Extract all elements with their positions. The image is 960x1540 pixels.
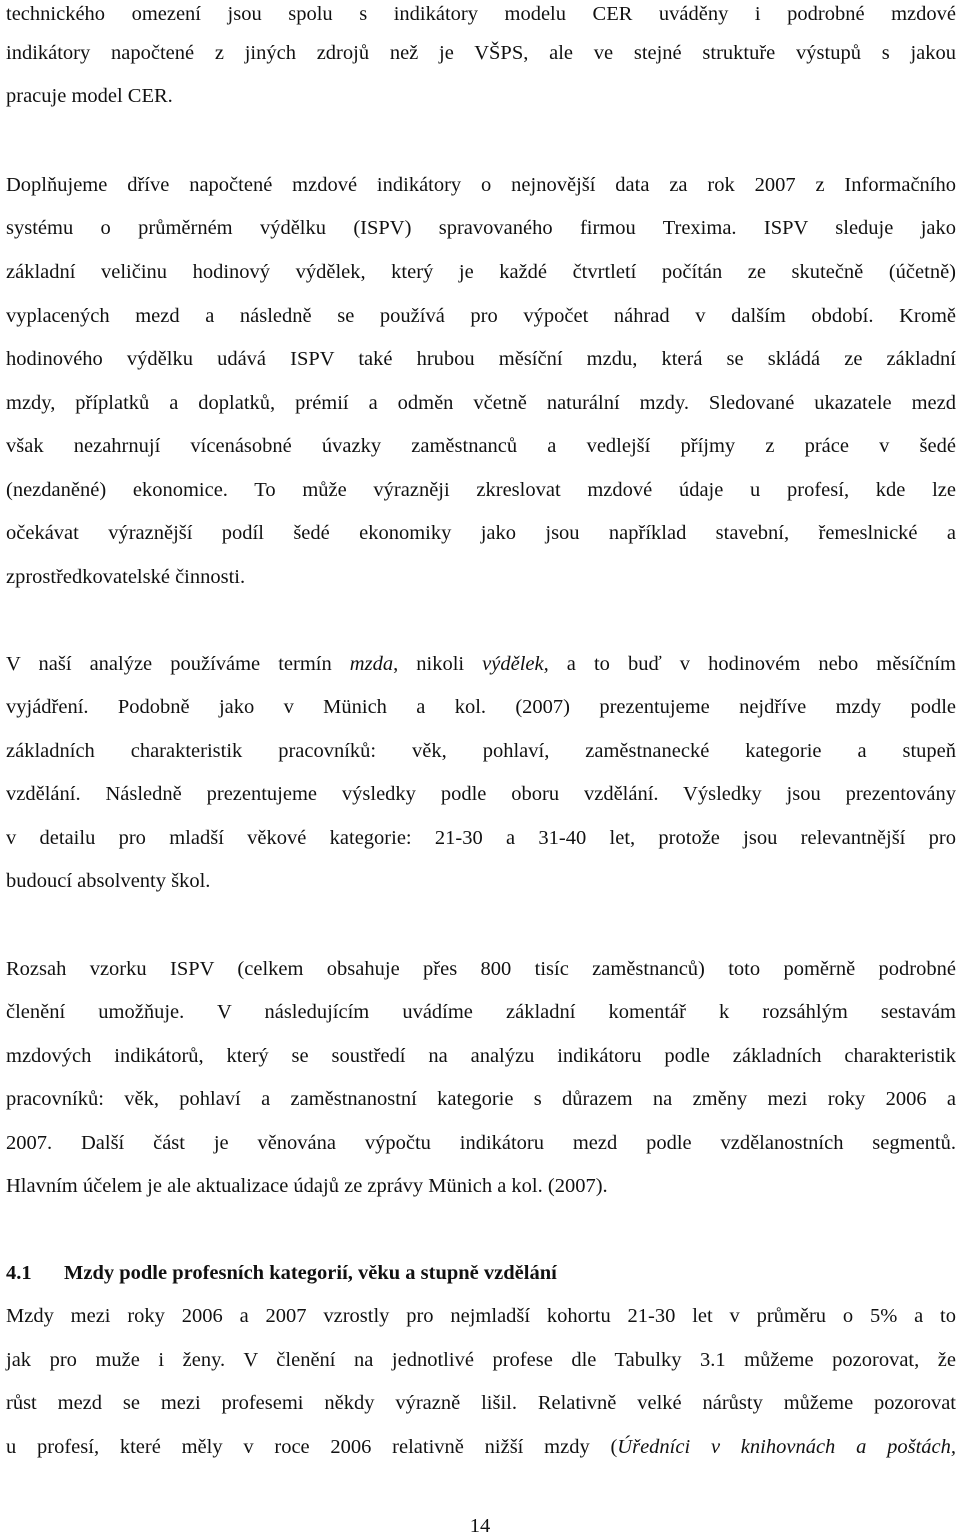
text-line: v detailu pro mladší věkové kategorie: 21-30 a 31-40 let, protože jsou relevantnější pro <box>6 827 956 849</box>
text-line <box>6 650 956 678</box>
text-line: pracuje model CER. <box>6 85 173 107</box>
text-line: mzdy, příplatků a doplatků, prémií a odměn včetně naturální mzdy. Sledované ukazatele mezd <box>6 392 956 414</box>
text-line: pracovníků: věk, pohlaví a zaměstnanostní kategorie s důrazem na změny mezi roky 2006 a <box>6 1088 956 1110</box>
text-line: hodinového výdělku udává ISPV také hrubou měsíční mzdu, která se skládá ze základní <box>6 348 956 370</box>
text-line: členění umožňuje. V následujícím uvádíme základní komentář k rozsáhlým sestavám <box>6 1001 956 1023</box>
text-line: technického omezení jsou spolu s indikátory modelu CER uváděny i podrobné mzdové <box>6 3 956 25</box>
term-mzda: mzda <box>349 653 394 675</box>
text-run: V naší analýze používáme termín <box>6 653 350 675</box>
text-line: vyplacených mezd a následně se používá pro výpočet náhrad v dalším období. Kromě <box>6 305 956 327</box>
text-line: jak pro muže i ženy. V členění na jednotlivé profese dle Tabulky 3.1 můžeme pozorovat, že <box>6 1349 956 1371</box>
text-line: budoucí absolventy škol. <box>6 870 211 892</box>
section-number: 4.1 <box>6 1262 32 1284</box>
section-heading <box>6 1259 956 1287</box>
text-line: růst mezd se mezi profesemi někdy výrazně lišil. Relativně velké nárůsty můžeme pozorovat <box>6 1392 956 1414</box>
text-line: očekávat výraznější podíl šedé ekonomiky jako jsou například stavební, řemeslnické a <box>6 522 956 544</box>
text-line: Rozsah vzorku ISPV (celkem obsahuje přes 800 tisíc zaměstnanců) toto poměrně podrobné <box>6 958 956 980</box>
italic-run: Úředníci v knihovnách a poštách, <box>617 1436 956 1458</box>
text-line: vzdělání. Následně prezentujeme výsledky podle oboru vzdělání. Výsledky jsou prezentovány <box>6 783 956 805</box>
text-line: zprostředkovatelské činnosti. <box>6 566 246 588</box>
text-run: u profesí, které měly v roce 2006 relativně nižší mzdy ( <box>6 1436 618 1458</box>
term-vydelek: výdělek, <box>482 653 549 675</box>
text-line: Hlavním účelem je ale aktualizace údajů ze zprávy Münich a kol. (2007). <box>6 1175 608 1197</box>
text-line: základních charakteristik pracovníků: věk, pohlaví, zaměstnanecké kategorie a stupeň <box>6 740 956 762</box>
text-line: vyjádření. Podobně jako v Münich a kol. (2007) prezentujeme nejdříve mzdy podle <box>6 696 956 718</box>
text-line: indikátory napočtené z jiných zdrojů než je VŠPS, ale ve stejné struktuře výstupů s jakou <box>6 42 956 64</box>
page-number: 14 <box>469 1515 491 1537</box>
text-line <box>6 1433 956 1461</box>
text-line: základní veličinu hodinový výdělek, který je každé čtvrtletí počítán ze skutečně (účetně) <box>6 261 956 283</box>
text-line: však nezahrnují vícenásobné úvazky zaměstnanců a vedlejší příjmy z práce v šedé <box>6 435 956 457</box>
text-run: , nikoli <box>393 653 483 675</box>
text-line: (nezdaněné) ekonomice. To může výrazněji zkreslovat mzdové údaje u profesí, kde lze <box>6 479 956 501</box>
text-line: Doplňujeme dříve napočtené mzdové indikátory o nejnovější data za rok 2007 z Informačního <box>6 174 956 196</box>
text-line: mzdových indikátorů, který se soustředí na analýzu indikátoru podle základních charakteristik <box>6 1045 956 1067</box>
text-run: a to buď v hodinovém nebo měsíčním <box>548 653 956 675</box>
section-title: Mzdy podle profesních kategorií, věku a stupně vzdělání <box>64 1262 557 1284</box>
text-line: systému o průměrném výdělku (ISPV) spravovaného firmou Trexima. ISPV sleduje jako <box>6 217 956 239</box>
text-line: 2007. Další část je věnována výpočtu indikátoru mezd podle vzdělanostních segmentů. <box>6 1132 956 1154</box>
text-line: Mzdy mezi roky 2006 a 2007 vzrostly pro nejmladší kohortu 21-30 let v průměru o 5% a to <box>6 1305 956 1327</box>
